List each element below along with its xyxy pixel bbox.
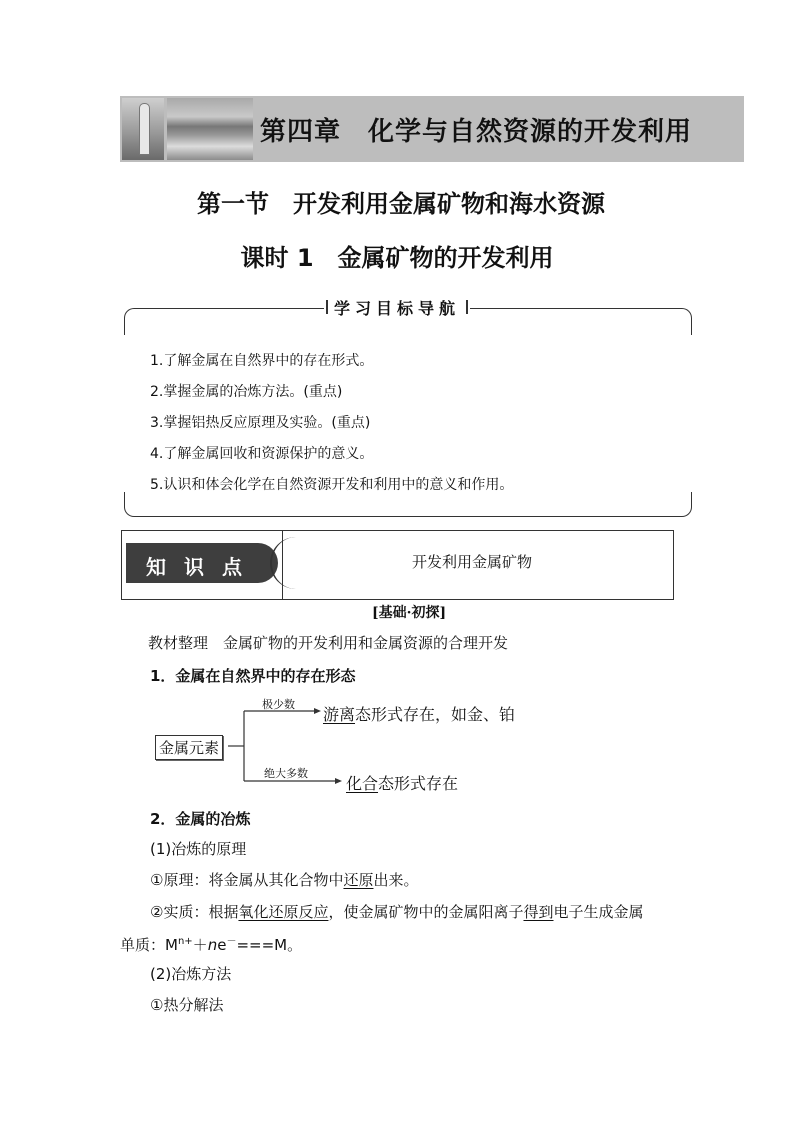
blank-gain: 得到 <box>523 903 554 921</box>
knowledge-point-label: 知识点 <box>146 555 260 579</box>
objective-item: 1.了解金属在自然界中的存在形式。 <box>150 353 374 369</box>
equation-e: e <box>217 936 227 954</box>
heading-2: 2．金属的冶炼 <box>150 810 251 828</box>
blank-free: 游离 <box>323 705 356 724</box>
principle-post: 出来。 <box>373 871 419 889</box>
chapter-title: 第四章 化学与自然资源的开发利用 <box>260 117 693 147</box>
branch-text-free <box>323 702 515 725</box>
metal-element-box: 金属元素 <box>155 735 223 760</box>
essence-mid: ，使金属矿物中的金属阳离子 <box>328 903 524 921</box>
essence-pre: ②实质：根据 <box>150 903 239 921</box>
heading-2-2-1: ①热分解法 <box>150 996 224 1014</box>
heading-2-1: (1)冶炼的原理 <box>150 840 247 858</box>
knowledge-topic: 开发利用金属矿物 <box>412 553 533 571</box>
objective-item: 2.掌握金属的冶炼方法。(重点) <box>150 384 343 400</box>
branch-label-rare: 极少数 <box>262 698 295 711</box>
branch-text-compound <box>346 771 458 794</box>
section-title: 第一节 开发利用金属矿物和海水资源 <box>197 190 605 218</box>
blank-compound: 化合 <box>346 774 379 793</box>
essence-post: 电子生成金属 <box>553 903 644 921</box>
objective-item: 4.了解金属回收和资源保护的意义。 <box>150 446 374 462</box>
basics-tag: [基础·初探] <box>372 605 447 621</box>
essence-line <box>150 901 644 922</box>
branch-text-free-rest: 态形式存在，如金、铂 <box>355 705 516 724</box>
heading-1: 1．金属在自然界中的存在形态 <box>150 667 356 685</box>
principle-line <box>150 869 418 890</box>
equation-line <box>120 932 302 955</box>
branch-text-compound-rest: 态形式存在 <box>378 774 459 793</box>
intro-line: 教材整理 金属矿物的开发利用和金属资源的合理开发 <box>148 634 509 652</box>
lesson-title: 课时 1 金属矿物的开发利用 <box>240 244 554 272</box>
branch-label-most: 绝大多数 <box>264 767 308 780</box>
equation-sup2: － <box>226 936 237 947</box>
equation-end: ===M。 <box>236 936 303 954</box>
equation-n: n <box>207 936 218 954</box>
blank-redox: 氧化还原反应 <box>238 903 329 921</box>
objective-item: 5.认识和体会化学在自然资源开发和利用中的意义和作用。 <box>150 477 514 493</box>
equation-sup: n+ <box>177 936 193 947</box>
equation-pre: 单质：M <box>120 936 178 954</box>
equation-plus: ＋ <box>192 936 208 954</box>
blank-reduce: 还原 <box>343 871 374 889</box>
principle-pre: ①原理：将金属从其化合物中 <box>150 871 344 889</box>
objectives-label: 学习目标导航 <box>324 296 470 319</box>
objective-item: 3.掌握铝热反应原理及实验。(重点) <box>150 415 371 431</box>
heading-2-2: (2)冶炼方法 <box>150 965 232 983</box>
